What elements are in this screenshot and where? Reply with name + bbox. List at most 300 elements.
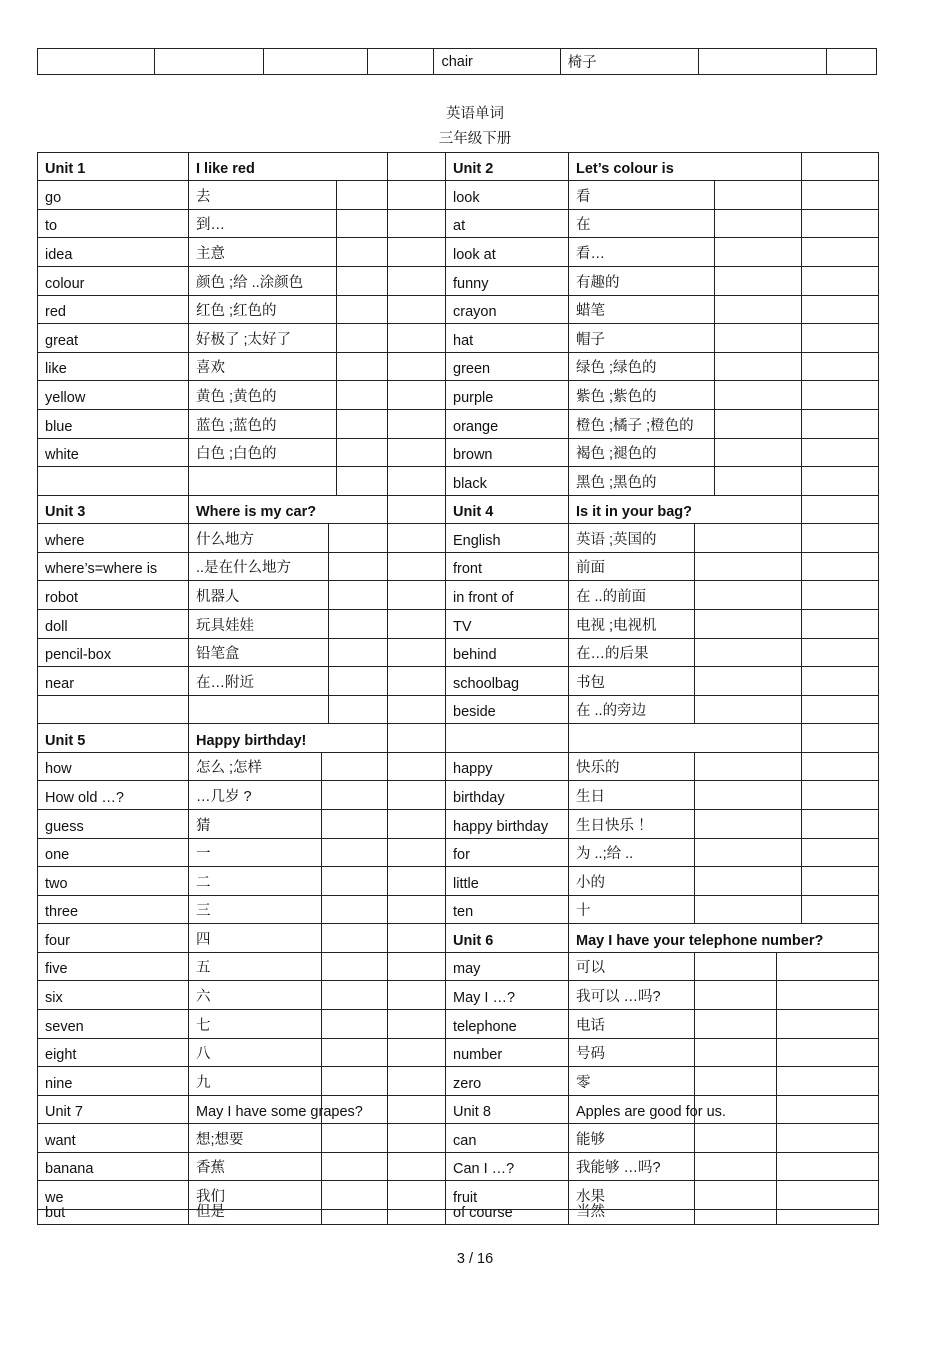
table-cell: 黄色 ;黄色的 bbox=[188, 380, 336, 409]
table-row bbox=[37, 895, 879, 923]
table-cell: How old …? bbox=[37, 780, 188, 809]
table-cell bbox=[336, 266, 387, 295]
table-cell: 我可以 …吗? bbox=[568, 980, 694, 1009]
table-cell: 四 bbox=[188, 923, 321, 952]
table-cell: 电话 bbox=[568, 1009, 694, 1038]
table-row bbox=[37, 980, 879, 1009]
table-cell: ten bbox=[445, 895, 568, 923]
table-cell bbox=[387, 352, 445, 380]
table-cell: guess bbox=[37, 809, 188, 838]
page-title: 英语单词 bbox=[446, 106, 504, 122]
table-cell bbox=[694, 1123, 776, 1152]
table-cell bbox=[387, 838, 445, 866]
table-cell bbox=[387, 752, 445, 780]
table-cell: red bbox=[37, 295, 188, 323]
table-cell: 五 bbox=[188, 952, 321, 980]
table-cell: May I have some grapes? bbox=[188, 1095, 321, 1123]
table-cell bbox=[801, 695, 879, 723]
table-cell bbox=[321, 780, 387, 809]
table-cell: where’s=where is bbox=[37, 552, 188, 580]
table-row bbox=[37, 638, 879, 666]
table-cell bbox=[387, 980, 445, 1009]
table-cell: 十 bbox=[568, 895, 694, 923]
table-cell: 八 bbox=[188, 1038, 321, 1066]
table-cell: 想;想要 bbox=[188, 1123, 321, 1152]
table-cell: Happy birthday! bbox=[188, 723, 387, 752]
table-row bbox=[37, 952, 879, 980]
table-cell: 在 ..的前面 bbox=[568, 580, 694, 609]
table-cell: 书包 bbox=[568, 666, 694, 695]
table-cell bbox=[387, 866, 445, 895]
table-cell bbox=[776, 1038, 879, 1066]
table-cell bbox=[336, 209, 387, 237]
table-cell: five bbox=[37, 952, 188, 980]
table-cell bbox=[336, 323, 387, 352]
table-cell bbox=[694, 552, 801, 580]
table-cell bbox=[776, 952, 879, 980]
table-cell: 当然 bbox=[568, 1209, 694, 1224]
table-cell: 生日 bbox=[568, 780, 694, 809]
table-row bbox=[37, 609, 879, 638]
table-cell: 橙色 ;橘子 ;橙色的 bbox=[568, 409, 714, 438]
table-cell bbox=[387, 466, 445, 495]
table-cell bbox=[328, 523, 387, 552]
table-cell bbox=[321, 1009, 387, 1038]
table-cell bbox=[387, 609, 445, 638]
table-cell bbox=[801, 209, 879, 237]
table-cell: Unit 1 bbox=[37, 152, 188, 180]
table-cell: 为 ..;给 .. bbox=[568, 838, 694, 866]
table-cell bbox=[336, 180, 387, 209]
table-cell bbox=[694, 1066, 776, 1095]
table-cell: go bbox=[37, 180, 188, 209]
table-cell: 我们 bbox=[188, 1180, 321, 1209]
table-cell bbox=[321, 923, 387, 952]
table-cell bbox=[387, 1095, 445, 1123]
table-cell: idea bbox=[37, 237, 188, 266]
table-row bbox=[37, 780, 879, 809]
table-cell bbox=[801, 723, 879, 752]
table-cell bbox=[694, 638, 801, 666]
table-cell bbox=[801, 152, 879, 180]
table-cell bbox=[387, 1009, 445, 1038]
table-cell: want bbox=[37, 1123, 188, 1152]
table-cell bbox=[714, 352, 801, 380]
table-cell bbox=[321, 866, 387, 895]
table-cell: English bbox=[445, 523, 568, 552]
table-cell bbox=[694, 523, 801, 552]
table-cell: 在…附近 bbox=[188, 666, 328, 695]
page-number: 3 / 16 bbox=[456, 1251, 494, 1267]
table-cell bbox=[776, 1123, 879, 1152]
table-cell bbox=[328, 552, 387, 580]
table-cell: 机器人 bbox=[188, 580, 328, 609]
table-cell: crayon bbox=[445, 295, 568, 323]
table-row bbox=[37, 1038, 879, 1066]
table-cell bbox=[694, 1152, 776, 1180]
table-cell: May I …? bbox=[445, 980, 568, 1009]
table-cell: robot bbox=[37, 580, 188, 609]
table-cell: Unit 3 bbox=[37, 495, 188, 523]
table-cell bbox=[328, 695, 387, 723]
table-cell: white bbox=[37, 438, 188, 466]
table-cell: 看… bbox=[568, 237, 714, 266]
table-cell: two bbox=[37, 866, 188, 895]
table-cell: we bbox=[37, 1180, 188, 1209]
table-cell: doll bbox=[37, 609, 188, 638]
table-cell: 七 bbox=[188, 1009, 321, 1038]
table-cell: 蜡笔 bbox=[568, 295, 714, 323]
table-cell bbox=[387, 1180, 445, 1209]
table-cell: 在 ..的旁边 bbox=[568, 695, 694, 723]
table-cell: Unit 4 bbox=[445, 495, 568, 523]
table-cell bbox=[801, 609, 879, 638]
table-cell: I like red bbox=[188, 152, 387, 180]
table-row bbox=[37, 666, 879, 695]
table-cell: to bbox=[37, 209, 188, 237]
table-cell: fruit bbox=[445, 1180, 568, 1209]
table-cell bbox=[801, 866, 879, 895]
table-cell: 椅子 bbox=[560, 49, 698, 75]
table-cell: 一 bbox=[188, 838, 321, 866]
table-cell bbox=[801, 838, 879, 866]
table-cell: 帽子 bbox=[568, 323, 714, 352]
table-row bbox=[37, 752, 879, 780]
table-row bbox=[37, 266, 879, 295]
table-cell bbox=[37, 466, 188, 495]
table-cell: 绿色 ;绿色的 bbox=[568, 352, 714, 380]
table-cell: front bbox=[445, 552, 568, 580]
table-cell: yellow bbox=[37, 380, 188, 409]
table-cell bbox=[321, 1209, 387, 1224]
table-cell: 小的 bbox=[568, 866, 694, 895]
table-cell bbox=[801, 666, 879, 695]
table-cell: black bbox=[445, 466, 568, 495]
table-cell bbox=[264, 49, 368, 75]
table-cell bbox=[801, 180, 879, 209]
table-cell: funny bbox=[445, 266, 568, 295]
page-subtitle: 三年级下册 bbox=[438, 131, 512, 147]
table-cell bbox=[328, 638, 387, 666]
table-cell bbox=[694, 1038, 776, 1066]
table-cell: 在 bbox=[568, 209, 714, 237]
table-cell bbox=[368, 49, 434, 75]
table-cell: 主意 bbox=[188, 237, 336, 266]
table-cell bbox=[387, 723, 445, 752]
table-cell: Unit 8 bbox=[445, 1095, 568, 1123]
table-cell: Unit 5 bbox=[37, 723, 188, 752]
table-cell: 红色 ;红色的 bbox=[188, 295, 336, 323]
table-cell bbox=[694, 752, 801, 780]
table-cell bbox=[801, 895, 879, 923]
table-cell bbox=[694, 1209, 776, 1224]
table-cell: 黑色 ;黑色的 bbox=[568, 466, 714, 495]
table-row bbox=[37, 209, 879, 237]
table-cell bbox=[336, 352, 387, 380]
table-cell: one bbox=[37, 838, 188, 866]
table-cell: 猜 bbox=[188, 809, 321, 838]
table-row bbox=[37, 695, 879, 723]
table-cell: purple bbox=[445, 380, 568, 409]
table-cell bbox=[387, 1066, 445, 1095]
table-cell: banana bbox=[37, 1152, 188, 1180]
table-cell: 紫色 ;紫色的 bbox=[568, 380, 714, 409]
table-cell bbox=[321, 1066, 387, 1095]
table-cell bbox=[714, 209, 801, 237]
table-cell bbox=[801, 380, 879, 409]
table-cell bbox=[694, 666, 801, 695]
table-cell: Is it in your bag? bbox=[568, 495, 801, 523]
table-cell bbox=[714, 237, 801, 266]
table-cell bbox=[801, 266, 879, 295]
table-cell bbox=[694, 866, 801, 895]
table-row bbox=[38, 49, 877, 75]
table-cell: where bbox=[37, 523, 188, 552]
table-row bbox=[37, 723, 879, 752]
table-cell: like bbox=[37, 352, 188, 380]
table-row bbox=[37, 152, 879, 180]
table-row bbox=[37, 466, 879, 495]
table-cell bbox=[776, 1152, 879, 1180]
table-cell: beside bbox=[445, 695, 568, 723]
table-cell bbox=[801, 409, 879, 438]
table-cell: 玩具娃娃 bbox=[188, 609, 328, 638]
table-cell bbox=[776, 1066, 879, 1095]
table-cell bbox=[698, 49, 826, 75]
table-cell bbox=[694, 1095, 776, 1123]
table-cell: look bbox=[445, 180, 568, 209]
table-cell bbox=[387, 523, 445, 552]
table-cell bbox=[801, 295, 879, 323]
table-cell: 可以 bbox=[568, 952, 694, 980]
table-cell bbox=[328, 580, 387, 609]
table-cell: four bbox=[37, 923, 188, 952]
table-cell: little bbox=[445, 866, 568, 895]
table-cell: 在…的后果 bbox=[568, 638, 694, 666]
table-cell bbox=[694, 980, 776, 1009]
table-cell bbox=[321, 1038, 387, 1066]
table-cell: Unit 6 bbox=[445, 923, 568, 952]
table-cell: Unit 2 bbox=[445, 152, 568, 180]
table-cell: 颜色 ;给 ..涂颜色 bbox=[188, 266, 336, 295]
table-cell bbox=[321, 980, 387, 1009]
table-cell bbox=[801, 495, 879, 523]
table-cell bbox=[387, 695, 445, 723]
table-cell: 生日快乐 ！ bbox=[568, 809, 694, 838]
table-cell bbox=[321, 1123, 387, 1152]
table-cell bbox=[387, 638, 445, 666]
table-cell bbox=[321, 809, 387, 838]
table-cell: nine bbox=[37, 1066, 188, 1095]
table-cell: pencil-box bbox=[37, 638, 188, 666]
table-cell: blue bbox=[37, 409, 188, 438]
table-cell: 电视 ;电视机 bbox=[568, 609, 694, 638]
table-row bbox=[37, 923, 879, 952]
table-cell bbox=[387, 895, 445, 923]
table-cell bbox=[801, 809, 879, 838]
table-cell: eight bbox=[37, 1038, 188, 1066]
table-cell bbox=[801, 323, 879, 352]
table-row bbox=[37, 438, 879, 466]
table-cell bbox=[387, 780, 445, 809]
table-cell bbox=[801, 580, 879, 609]
table-cell: look at bbox=[445, 237, 568, 266]
table-cell bbox=[387, 666, 445, 695]
table-cell bbox=[387, 952, 445, 980]
table-cell bbox=[387, 438, 445, 466]
table-cell: 号码 bbox=[568, 1038, 694, 1066]
table-row bbox=[37, 552, 879, 580]
table-cell: 铅笔盒 bbox=[188, 638, 328, 666]
table-cell bbox=[387, 409, 445, 438]
table-row bbox=[37, 838, 879, 866]
table-row bbox=[37, 352, 879, 380]
table-cell bbox=[387, 552, 445, 580]
table-cell bbox=[336, 409, 387, 438]
table-cell: 我能够 …吗? bbox=[568, 1152, 694, 1180]
table-cell bbox=[387, 380, 445, 409]
table-cell: 但是 bbox=[188, 1209, 321, 1224]
table-cell bbox=[155, 49, 264, 75]
table-cell bbox=[714, 380, 801, 409]
table-cell: …几岁 ? bbox=[188, 780, 321, 809]
table-cell bbox=[387, 1152, 445, 1180]
table-cell: number bbox=[445, 1038, 568, 1066]
table-cell bbox=[694, 895, 801, 923]
table-cell bbox=[694, 695, 801, 723]
table-cell bbox=[387, 237, 445, 266]
table-cell bbox=[387, 1123, 445, 1152]
table-row bbox=[37, 523, 879, 552]
table-cell: 什么地方 bbox=[188, 523, 328, 552]
table-cell bbox=[445, 723, 568, 752]
table-cell bbox=[714, 295, 801, 323]
table-cell bbox=[387, 266, 445, 295]
table-cell: zero bbox=[445, 1066, 568, 1095]
table-cell bbox=[776, 980, 879, 1009]
table-cell bbox=[328, 609, 387, 638]
table-row bbox=[37, 237, 879, 266]
table-cell: 到… bbox=[188, 209, 336, 237]
table-cell: 能够 bbox=[568, 1123, 694, 1152]
table-cell: TV bbox=[445, 609, 568, 638]
table-cell bbox=[801, 780, 879, 809]
table-cell bbox=[387, 580, 445, 609]
table-row bbox=[37, 1152, 879, 1180]
table-cell: 褐色 ;褪色的 bbox=[568, 438, 714, 466]
table-cell: 怎么 ;怎样 bbox=[188, 752, 321, 780]
table-row bbox=[37, 323, 879, 352]
table-row bbox=[37, 1123, 879, 1152]
table-cell bbox=[321, 838, 387, 866]
table-cell bbox=[826, 49, 876, 75]
table-cell bbox=[387, 209, 445, 237]
table-cell: at bbox=[445, 209, 568, 237]
table-cell: Can I …? bbox=[445, 1152, 568, 1180]
table-row bbox=[37, 1009, 879, 1038]
table-cell: for bbox=[445, 838, 568, 866]
table-cell: orange bbox=[445, 409, 568, 438]
table-cell bbox=[801, 237, 879, 266]
table-cell bbox=[568, 723, 801, 752]
table-cell bbox=[714, 466, 801, 495]
table-cell bbox=[37, 695, 188, 723]
table-cell: near bbox=[37, 666, 188, 695]
table-cell bbox=[801, 752, 879, 780]
table-cell: but bbox=[37, 1209, 188, 1224]
table-cell: 看 bbox=[568, 180, 714, 209]
table-cell: 二 bbox=[188, 866, 321, 895]
table-cell: 零 bbox=[568, 1066, 694, 1095]
table-cell: green bbox=[445, 352, 568, 380]
table-cell bbox=[387, 152, 445, 180]
table-row bbox=[37, 295, 879, 323]
table-cell bbox=[694, 1180, 776, 1209]
table-cell: 三 bbox=[188, 895, 321, 923]
table-row bbox=[37, 380, 879, 409]
table-row bbox=[37, 809, 879, 838]
table-cell: ..是在什么地方 bbox=[188, 552, 328, 580]
table-cell bbox=[336, 237, 387, 266]
table-cell: colour bbox=[37, 266, 188, 295]
table-cell bbox=[387, 1209, 445, 1224]
table-cell bbox=[387, 495, 445, 523]
table-cell bbox=[694, 780, 801, 809]
table-cell bbox=[776, 1009, 879, 1038]
table-cell: Unit 7 bbox=[37, 1095, 188, 1123]
table-cell bbox=[776, 1180, 879, 1209]
table-cell: seven bbox=[37, 1009, 188, 1038]
top-partial-table bbox=[37, 48, 877, 75]
table-row bbox=[37, 1095, 879, 1123]
table-cell bbox=[321, 952, 387, 980]
table-cell: 九 bbox=[188, 1066, 321, 1095]
table-cell bbox=[694, 952, 776, 980]
table-cell: 去 bbox=[188, 180, 336, 209]
table-cell: May I have your telephone number? bbox=[568, 923, 879, 952]
table-cell bbox=[714, 323, 801, 352]
table-cell bbox=[694, 1009, 776, 1038]
table-cell bbox=[801, 466, 879, 495]
table-cell bbox=[801, 352, 879, 380]
table-cell bbox=[714, 409, 801, 438]
table-cell: 香蕉 bbox=[188, 1152, 321, 1180]
table-cell: happy bbox=[445, 752, 568, 780]
table-cell bbox=[714, 266, 801, 295]
table-cell: six bbox=[37, 980, 188, 1009]
table-cell bbox=[321, 895, 387, 923]
table-cell: 六 bbox=[188, 980, 321, 1009]
table-cell bbox=[387, 923, 445, 952]
table-cell: how bbox=[37, 752, 188, 780]
table-row bbox=[37, 1066, 879, 1095]
table-cell bbox=[328, 666, 387, 695]
table-cell bbox=[387, 295, 445, 323]
table-cell bbox=[714, 180, 801, 209]
table-cell: may bbox=[445, 952, 568, 980]
table-cell bbox=[714, 438, 801, 466]
table-row bbox=[37, 180, 879, 209]
table-cell bbox=[776, 1209, 879, 1224]
table-cell bbox=[694, 809, 801, 838]
table-cell: 前面 bbox=[568, 552, 694, 580]
table-cell bbox=[694, 838, 801, 866]
table-cell bbox=[694, 580, 801, 609]
table-cell bbox=[387, 323, 445, 352]
table-cell: can bbox=[445, 1123, 568, 1152]
table-cell: of course bbox=[445, 1209, 568, 1224]
table-cell: Apples are good for us. bbox=[568, 1095, 694, 1123]
